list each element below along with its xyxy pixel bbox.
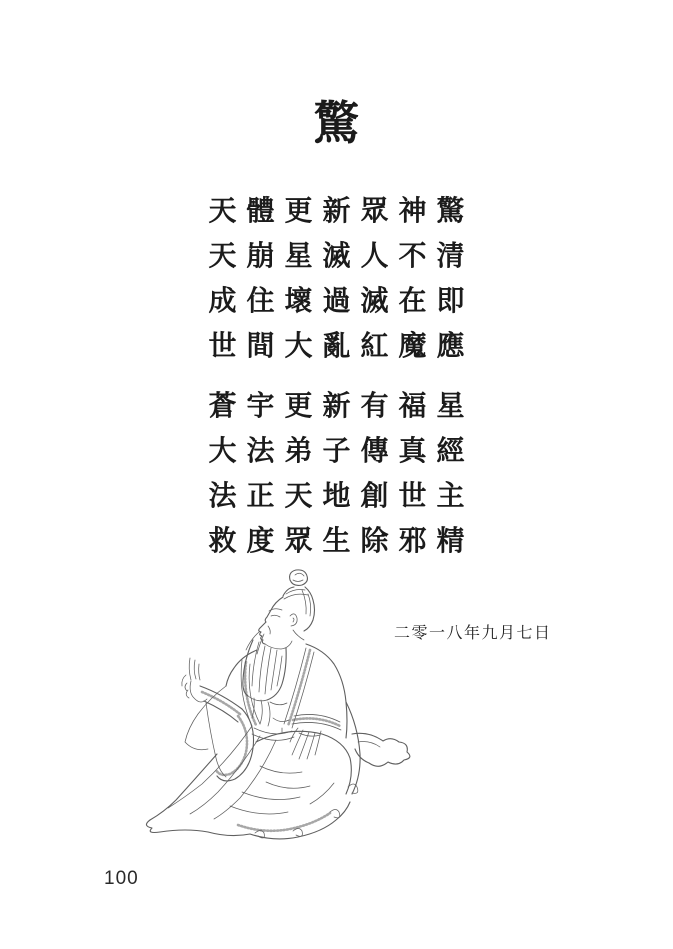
page-number: 100 <box>104 868 139 889</box>
poem-line: 天體更新眾神驚 <box>208 194 475 227</box>
poem-line: 大法弟子傳真經 <box>208 434 475 467</box>
poem-date: 二零一八年九月七日 <box>394 623 552 642</box>
sage-illustration <box>138 566 423 851</box>
sage-line-drawing <box>138 566 423 851</box>
poem-line: 世間大亂紅魔應 <box>208 329 475 362</box>
poem-stanza-1 <box>0 188 673 368</box>
poem-line: 成住壞過滅在即 <box>208 284 475 317</box>
poem-line: 蒼宇更新有福星 <box>208 389 475 422</box>
poem-line: 救度眾生除邪精 <box>208 524 475 557</box>
poem-line: 法正天地創世主 <box>208 479 475 512</box>
page-title: 驚 <box>313 96 360 150</box>
poem-line: 天崩星滅人不清 <box>208 239 475 272</box>
poem-stanza-2 <box>0 383 673 563</box>
